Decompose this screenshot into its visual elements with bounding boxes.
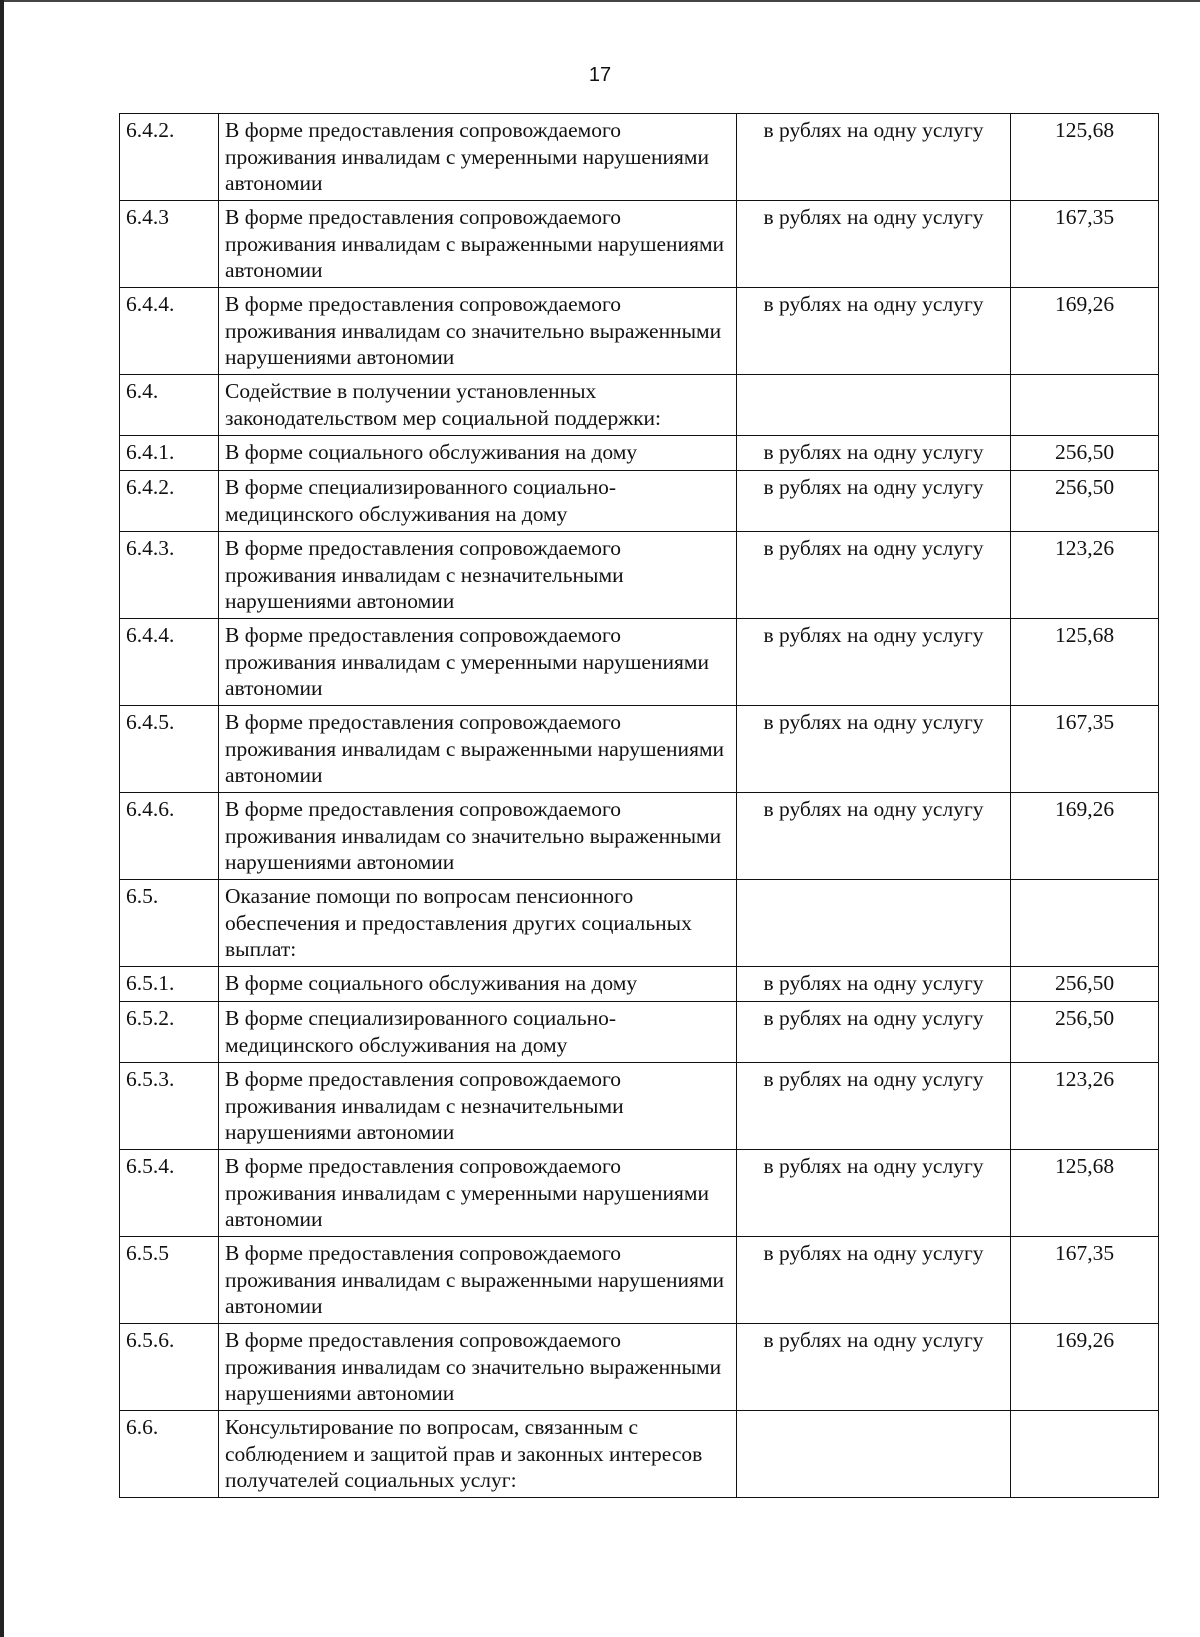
- table-row: [120, 288, 1159, 375]
- service-name: В форме предоставления сопровождаемого проживания инвалидам с умеренными нарушениями автономии: [219, 114, 737, 201]
- table-section-row: [120, 375, 1159, 436]
- row-number: 6.5.5: [120, 1237, 219, 1324]
- table-row: [120, 1002, 1159, 1063]
- service-name: В форме предоставления сопровождаемого проживания инвалидам со значительно выраженными нарушениями автономии: [219, 1324, 737, 1411]
- table-row: [120, 471, 1159, 532]
- tariff-value: 125,68: [1011, 114, 1159, 201]
- table-row: [120, 1063, 1159, 1150]
- tariff-value: [1011, 880, 1159, 967]
- service-name: В форме предоставления сопровождаемого проживания инвалидам со значительно выраженными нарушениями автономии: [219, 793, 737, 880]
- tariff-value: 125,68: [1011, 1150, 1159, 1237]
- unit-of-measure: в рублях на одну услугу: [737, 201, 1011, 288]
- scan-left-edge: [0, 0, 4, 1637]
- row-number: 6.4.2.: [120, 471, 219, 532]
- tariff-value: 169,26: [1011, 288, 1159, 375]
- row-number: 6.4.4.: [120, 288, 219, 375]
- table-row: [120, 114, 1159, 201]
- row-number: 6.5.4.: [120, 1150, 219, 1237]
- service-name: В форме специализированного социально-медицинского обслуживания на дому: [219, 1002, 737, 1063]
- unit-of-measure: в рублях на одну услугу: [737, 1063, 1011, 1150]
- unit-of-measure: в рублях на одну услугу: [737, 793, 1011, 880]
- table-section-row: [120, 880, 1159, 967]
- service-name: В форме социального обслуживания на дому: [219, 967, 737, 1002]
- table-row: [120, 1150, 1159, 1237]
- tariff-value: 123,26: [1011, 1063, 1159, 1150]
- row-number: 6.4.4.: [120, 619, 219, 706]
- row-number: 6.5.2.: [120, 1002, 219, 1063]
- page-number: 17: [588, 64, 612, 86]
- unit-of-measure: в рублях на одну услугу: [737, 1150, 1011, 1237]
- row-number: 6.5.1.: [120, 967, 219, 1002]
- table-row: [120, 1324, 1159, 1411]
- unit-of-measure: в рублях на одну услугу: [737, 619, 1011, 706]
- unit-of-measure: в рублях на одну услугу: [737, 471, 1011, 532]
- tariff-value: 169,26: [1011, 793, 1159, 880]
- service-name: В форме предоставления сопровождаемого проживания инвалидам с незначительными нарушениями автономии: [219, 1063, 737, 1150]
- table-row: [120, 201, 1159, 288]
- unit-of-measure: в рублях на одну услугу: [737, 532, 1011, 619]
- services-tariff-table: [119, 113, 1159, 1498]
- section-name: Оказание помощи по вопросам пенсионного обеспечения и предоставления других социальных выплат:: [219, 880, 737, 967]
- table-row: [120, 436, 1159, 471]
- tariff-value: 256,50: [1011, 471, 1159, 532]
- service-name: В форме предоставления сопровождаемого проживания инвалидам со значительно выраженными нарушениями автономии: [219, 288, 737, 375]
- service-name: В форме предоставления сопровождаемого проживания инвалидам с выраженными нарушениями автономии: [219, 201, 737, 288]
- tariff-value: 167,35: [1011, 706, 1159, 793]
- service-name: В форме предоставления сопровождаемого проживания инвалидам с незначительными нарушениями автономии: [219, 532, 737, 619]
- unit-of-measure: [737, 375, 1011, 436]
- section-name: Консультирование по вопросам, связанным с соблюдением и защитой прав и законных интересов получателей социальных услуг:: [219, 1411, 737, 1498]
- tariff-value: 256,50: [1011, 967, 1159, 1002]
- row-number: 6.5.: [120, 880, 219, 967]
- tariff-value: 123,26: [1011, 532, 1159, 619]
- row-number: 6.4.: [120, 375, 219, 436]
- row-number: 6.5.6.: [120, 1324, 219, 1411]
- service-name: В форме предоставления сопровождаемого проживания инвалидам с выраженными нарушениями автономии: [219, 706, 737, 793]
- row-number: 6.4.3: [120, 201, 219, 288]
- row-number: 6.6.: [120, 1411, 219, 1498]
- unit-of-measure: в рублях на одну услугу: [737, 114, 1011, 201]
- unit-of-measure: в рублях на одну услугу: [737, 1237, 1011, 1324]
- section-name: Содействие в получении установленных законодательством мер социальной поддержки:: [219, 375, 737, 436]
- tariff-value: [1011, 375, 1159, 436]
- row-number: 6.5.3.: [120, 1063, 219, 1150]
- tariff-value: 125,68: [1011, 619, 1159, 706]
- tariff-value: 256,50: [1011, 436, 1159, 471]
- tariff-value: [1011, 1411, 1159, 1498]
- row-number: 6.4.2.: [120, 114, 219, 201]
- unit-of-measure: в рублях на одну услугу: [737, 967, 1011, 1002]
- unit-of-measure: в рублях на одну услугу: [737, 288, 1011, 375]
- service-name: В форме специализированного социально-медицинского обслуживания на дому: [219, 471, 737, 532]
- table-row: [120, 793, 1159, 880]
- unit-of-measure: в рублях на одну услугу: [737, 1002, 1011, 1063]
- table-row: [120, 1237, 1159, 1324]
- row-number: 6.4.5.: [120, 706, 219, 793]
- service-name: В форме предоставления сопровождаемого проживания инвалидам с умеренными нарушениями автономии: [219, 1150, 737, 1237]
- unit-of-measure: в рублях на одну услугу: [737, 706, 1011, 793]
- service-name: В форме предоставления сопровождаемого проживания инвалидам с выраженными нарушениями автономии: [219, 1237, 737, 1324]
- tariff-value: 167,35: [1011, 1237, 1159, 1324]
- tariff-value: 167,35: [1011, 201, 1159, 288]
- table-row: [120, 706, 1159, 793]
- unit-of-measure: в рублях на одну услугу: [737, 436, 1011, 471]
- table-row: [120, 619, 1159, 706]
- row-number: 6.4.6.: [120, 793, 219, 880]
- table-section-row: [120, 1411, 1159, 1498]
- tariff-value: 169,26: [1011, 1324, 1159, 1411]
- tariff-value: 256,50: [1011, 1002, 1159, 1063]
- table-row: [120, 967, 1159, 1002]
- scan-top-edge: [0, 0, 1200, 2]
- service-name: В форме социального обслуживания на дому: [219, 436, 737, 471]
- table-row: [120, 532, 1159, 619]
- row-number: 6.4.3.: [120, 532, 219, 619]
- unit-of-measure: [737, 1411, 1011, 1498]
- row-number: 6.4.1.: [120, 436, 219, 471]
- unit-of-measure: в рублях на одну услугу: [737, 1324, 1011, 1411]
- unit-of-measure: [737, 880, 1011, 967]
- service-name: В форме предоставления сопровождаемого проживания инвалидам с умеренными нарушениями автономии: [219, 619, 737, 706]
